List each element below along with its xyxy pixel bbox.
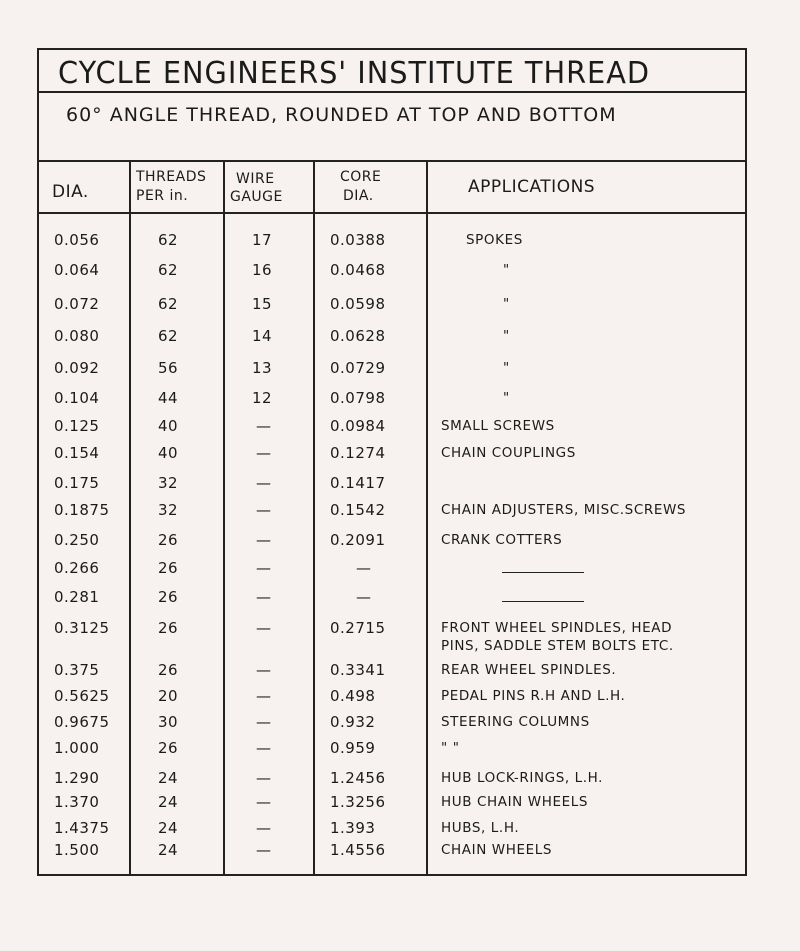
cell-application-continued: PINS, SADDLE STEM BOLTS ETC. <box>441 638 674 654</box>
cell-wire-gauge: — <box>256 769 272 787</box>
cell-application: PEDAL PINS R.H AND L.H. <box>441 688 626 704</box>
cell-wire-gauge: — <box>256 687 272 705</box>
cell-application: SMALL SCREWS <box>441 418 555 434</box>
cell-application: " <box>503 360 510 376</box>
header-threads-line2: PER in. <box>136 188 189 204</box>
cell-wire-gauge: — <box>256 841 272 859</box>
cell-application: CHAIN COUPLINGS <box>441 445 576 461</box>
table-row <box>0 712 800 734</box>
cell-wire-gauge: — <box>256 531 272 549</box>
cell-wire-gauge: 14 <box>252 327 273 345</box>
table-title: CYCLE ENGINEERS' INSTITUTE THREAD <box>58 56 651 91</box>
cell-diameter: 1.500 <box>54 841 100 859</box>
cell-wire-gauge: — <box>256 417 272 435</box>
cell-wire-gauge: 12 <box>252 389 273 407</box>
table-row <box>0 530 800 552</box>
table-row <box>0 792 800 814</box>
cell-application: SPOKES <box>466 232 523 248</box>
cell-threads-per-inch: 44 <box>158 389 179 407</box>
cell-application: CHAIN ADJUSTERS, MISC.SCREWS <box>441 502 687 518</box>
cell-threads-per-inch: 26 <box>158 661 179 679</box>
cell-diameter: 0.080 <box>54 327 100 345</box>
cell-threads-per-inch: 24 <box>158 793 179 811</box>
cell-diameter: 0.092 <box>54 359 100 377</box>
cell-application: " <box>503 262 510 278</box>
cell-core-diameter: 1.393 <box>330 819 376 837</box>
cell-threads-per-inch: 24 <box>158 819 179 837</box>
table-row <box>0 473 800 495</box>
blank-application-rule <box>502 601 584 602</box>
cell-diameter: 1.370 <box>54 793 100 811</box>
cell-threads-per-inch: 62 <box>158 231 179 249</box>
cell-application: " <box>503 390 510 406</box>
cell-core-diameter: 0.2715 <box>330 619 386 637</box>
cell-threads-per-inch: 32 <box>158 501 179 519</box>
cell-diameter: 0.056 <box>54 231 100 249</box>
cell-wire-gauge: — <box>256 501 272 519</box>
cell-core-diameter: 0.0729 <box>330 359 386 377</box>
cell-diameter: 1.4375 <box>54 819 110 837</box>
cell-threads-per-inch: 62 <box>158 327 179 345</box>
table-row <box>0 260 800 282</box>
table-row <box>0 818 800 840</box>
cell-threads-per-inch: 26 <box>158 531 179 549</box>
cell-application: " <box>503 328 510 344</box>
cell-core-diameter: 0.1417 <box>330 474 386 492</box>
cell-core-diameter: 0.498 <box>330 687 376 705</box>
table-row <box>0 500 800 522</box>
cell-wire-gauge: 17 <box>252 231 273 249</box>
cell-threads-per-inch: 26 <box>158 619 179 637</box>
cell-threads-per-inch: 62 <box>158 261 179 279</box>
header-applications: APPLICATIONS <box>468 177 596 197</box>
cell-application: CRANK COTTERS <box>441 532 563 548</box>
cell-core-diameter: 0.0798 <box>330 389 386 407</box>
header-wire-line1: WIRE <box>236 171 275 187</box>
cell-wire-gauge: — <box>256 713 272 731</box>
cell-core-diameter: — <box>356 559 372 577</box>
table-row <box>0 416 800 438</box>
cell-wire-gauge: 13 <box>252 359 273 377</box>
table-row <box>0 660 800 682</box>
cell-diameter: 0.281 <box>54 588 100 606</box>
cell-wire-gauge: — <box>256 444 272 462</box>
cell-core-diameter: 0.959 <box>330 739 376 757</box>
header-divider <box>37 212 747 214</box>
cell-diameter: 1.000 <box>54 739 100 757</box>
cell-application: STEERING COLUMNS <box>441 714 590 730</box>
header-threads-line1: THREADS <box>136 169 207 185</box>
cell-core-diameter: 0.0388 <box>330 231 386 249</box>
cell-diameter: 0.072 <box>54 295 100 313</box>
cell-core-diameter: 0.0468 <box>330 261 386 279</box>
cell-threads-per-inch: 26 <box>158 588 179 606</box>
cell-threads-per-inch: 24 <box>158 841 179 859</box>
cell-threads-per-inch: 20 <box>158 687 179 705</box>
cell-wire-gauge: — <box>256 739 272 757</box>
table-row <box>0 230 800 252</box>
cell-diameter: 0.5625 <box>54 687 110 705</box>
cell-core-diameter: 1.2456 <box>330 769 386 787</box>
cell-core-diameter: — <box>356 588 372 606</box>
cell-diameter: 0.266 <box>54 559 100 577</box>
cell-threads-per-inch: 32 <box>158 474 179 492</box>
cell-application: " <box>503 296 510 312</box>
cell-diameter: 0.104 <box>54 389 100 407</box>
table-subtitle: 60° ANGLE THREAD, ROUNDED AT TOP AND BOTTOM <box>66 104 617 126</box>
cell-diameter: 0.250 <box>54 531 100 549</box>
cell-diameter: 0.154 <box>54 444 100 462</box>
cell-threads-per-inch: 26 <box>158 739 179 757</box>
cell-application: HUB CHAIN WHEELS <box>441 794 589 810</box>
cell-core-diameter: 0.1274 <box>330 444 386 462</box>
cell-core-diameter: 0.1542 <box>330 501 386 519</box>
cell-wire-gauge: — <box>256 588 272 606</box>
cell-core-diameter: 0.932 <box>330 713 376 731</box>
table-row <box>0 768 800 790</box>
cell-core-diameter: 0.0984 <box>330 417 386 435</box>
cell-wire-gauge: — <box>256 619 272 637</box>
table-row <box>0 587 800 609</box>
table-row <box>0 558 800 580</box>
cell-application: HUBS, L.H. <box>441 820 520 836</box>
cell-diameter: 0.175 <box>54 474 100 492</box>
header-dia: DIA. <box>52 182 89 202</box>
cell-core-diameter: 0.0628 <box>330 327 386 345</box>
cell-application: HUB LOCK-RINGS, L.H. <box>441 770 604 786</box>
cell-application: " " <box>441 740 460 756</box>
cell-wire-gauge: — <box>256 819 272 837</box>
cell-diameter: 1.290 <box>54 769 100 787</box>
cell-core-diameter: 1.3256 <box>330 793 386 811</box>
cell-threads-per-inch: 40 <box>158 417 179 435</box>
subtitle-divider <box>37 160 747 162</box>
cell-threads-per-inch: 24 <box>158 769 179 787</box>
cell-threads-per-inch: 40 <box>158 444 179 462</box>
cell-threads-per-inch: 30 <box>158 713 179 731</box>
cell-core-diameter: 1.4556 <box>330 841 386 859</box>
cell-diameter: 0.064 <box>54 261 100 279</box>
cell-application: REAR WHEEL SPINDLES. <box>441 662 617 678</box>
cell-threads-per-inch: 26 <box>158 559 179 577</box>
cell-application: CHAIN WHEELS <box>441 842 553 858</box>
cell-wire-gauge: — <box>256 559 272 577</box>
cell-wire-gauge: 15 <box>252 295 273 313</box>
title-divider <box>37 91 747 93</box>
table-row <box>0 840 800 862</box>
cell-diameter: 0.375 <box>54 661 100 679</box>
cell-wire-gauge: — <box>256 661 272 679</box>
table-row <box>0 443 800 465</box>
cell-wire-gauge: — <box>256 474 272 492</box>
header-core-line1: CORE <box>340 169 382 185</box>
table-row <box>0 618 800 654</box>
cell-core-diameter: 0.0598 <box>330 295 386 313</box>
cell-core-diameter: 0.3341 <box>330 661 386 679</box>
cell-wire-gauge: — <box>256 793 272 811</box>
table-row <box>0 358 800 380</box>
cell-threads-per-inch: 56 <box>158 359 179 377</box>
header-wire-line2: GAUGE <box>230 189 283 205</box>
cell-application: FRONT WHEEL SPINDLES, HEAD <box>441 620 673 636</box>
header-core-line2: DIA. <box>343 188 374 204</box>
cell-core-diameter: 0.2091 <box>330 531 386 549</box>
cell-diameter: 0.125 <box>54 417 100 435</box>
table-row <box>0 294 800 316</box>
cell-diameter: 0.9675 <box>54 713 110 731</box>
table-row <box>0 326 800 348</box>
cell-diameter: 0.1875 <box>54 501 110 519</box>
blank-application-rule <box>502 572 584 573</box>
table-row <box>0 738 800 760</box>
table-row <box>0 388 800 410</box>
table-row <box>0 686 800 708</box>
cell-threads-per-inch: 62 <box>158 295 179 313</box>
cell-wire-gauge: 16 <box>252 261 273 279</box>
cell-diameter: 0.3125 <box>54 619 110 637</box>
